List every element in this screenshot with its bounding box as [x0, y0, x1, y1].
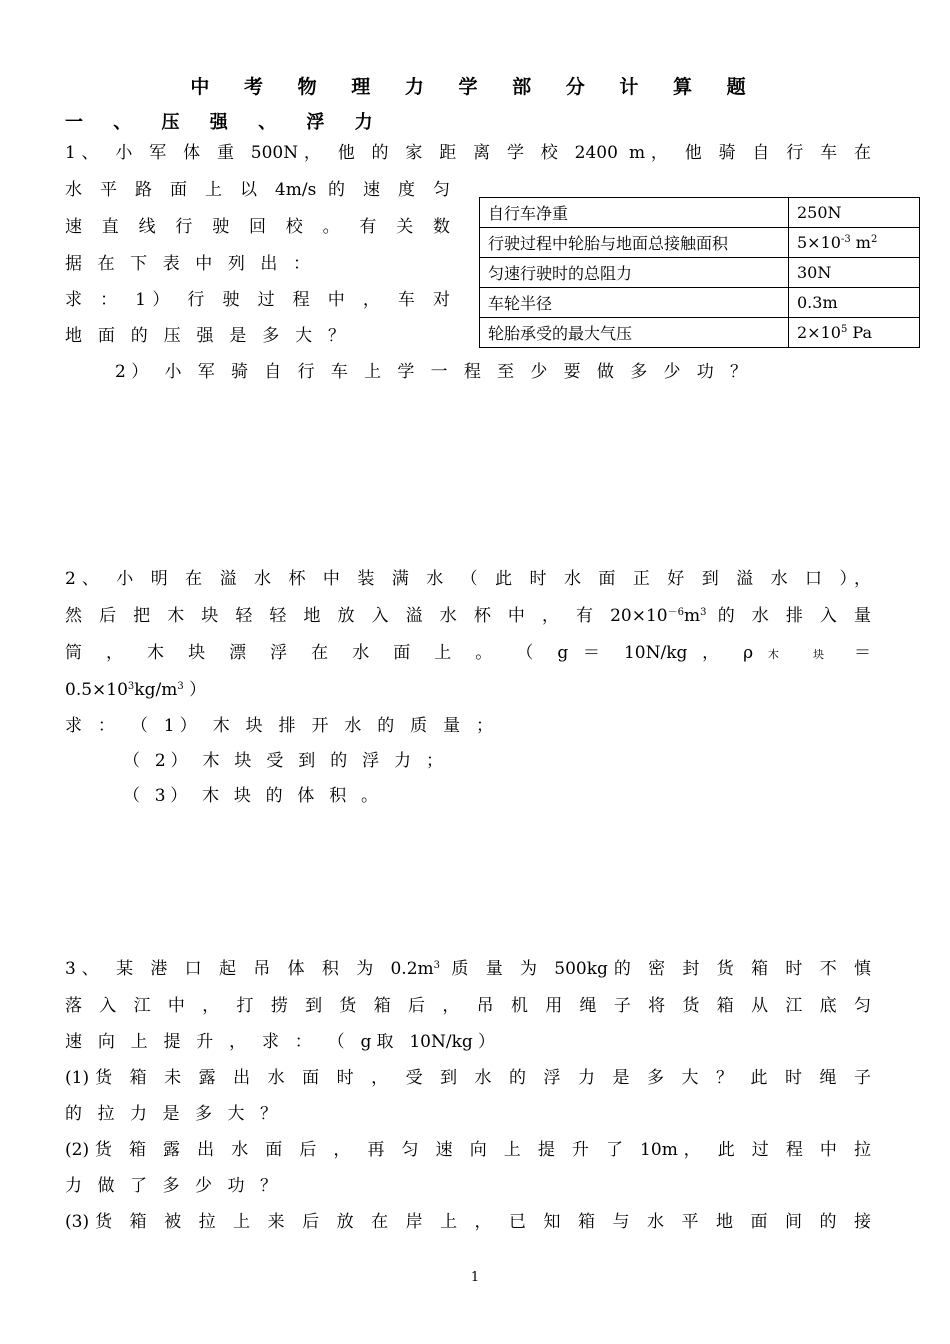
- exponent: 3: [177, 681, 184, 692]
- q2-line-2-text-end: 的 水 排 入 量: [706, 606, 871, 626]
- exponent: 3: [700, 607, 707, 618]
- q1-line-2: 水 平 路 面 上 以 4m/s 的 速 度 匀: [65, 180, 450, 200]
- q1-line-1: 1、 小 军 体 重 500N， 他 的 家 距 离 学 校 2400 m， 他 骑 自 行 车 在: [65, 143, 871, 163]
- q1-line-3: 速 直 线 行 驶 回 校 。 有 关 数: [65, 217, 450, 237]
- q2-line-3: [65, 642, 871, 666]
- density-subscript: 木 块: [767, 648, 840, 661]
- q1-line-4: 据 在 下 表 中 列 出 ：: [65, 254, 310, 274]
- value-unit: Pa: [847, 323, 872, 342]
- value-unit: m: [850, 233, 871, 252]
- q3-line-1-text: 3、 某 港 口 起 吊 体 积 为 0.2m: [65, 959, 434, 979]
- table-row: [480, 228, 920, 258]
- q3-line-7: 力 做 了 多 少 功 ？: [65, 1176, 277, 1196]
- q3-line-8: (3)货 箱 被 拉 上 来 后 放 在 岸 上 ， 已 知 箱 与 水 平 地 面 间 的 接: [65, 1212, 871, 1232]
- q3-line-3: 速 向 上 提 升 ， 求 ： （ g取 10N/kg）: [65, 1032, 495, 1052]
- q2-line-7: （ 3） 木 块 的 体 积 。: [123, 786, 378, 806]
- value-base: 5×10: [797, 233, 841, 252]
- q2-line-6: （ 2） 木 块 受 到 的 浮 力 ；: [123, 751, 443, 771]
- close-paren: ）: [183, 680, 207, 700]
- unit: m: [683, 606, 701, 626]
- q2-line-1: 2、 小 明 在 溢 水 杯 中 装 满 水 （ 此 时 水 面 正 好 到 溢 水 口 ），: [65, 569, 871, 589]
- q1-line-5: 求 ： 1） 行 驶 过 程 中 ， 车 对: [65, 290, 450, 310]
- table-value: [789, 318, 920, 348]
- q1-line-6: 地 面 的 压 强 是 多 大 ？: [65, 326, 345, 346]
- value-exponent: -3: [840, 234, 851, 245]
- exponent: 3: [127, 681, 135, 692]
- q3-line-1-text-end: 质 量 为 500kg的 密 封 货 箱 时 不 慎: [440, 959, 871, 979]
- q2-line-3-text: 筒 ， 木 块 漂 浮 在 水 面 上 。 （ g ＝ 10N/kg ， ρ: [65, 643, 754, 663]
- value-exponent: 5: [840, 324, 848, 335]
- q3-line-4: (1)货 箱 未 露 出 水 面 时 ， 受 到 水 的 浮 力 是 多 大 ？ 此 时 绳 子: [65, 1068, 871, 1088]
- table-value: 30N: [789, 258, 920, 288]
- equals-sign: ＝: [839, 643, 871, 663]
- section-heading: 一 、 压 强 、 浮 力: [65, 112, 385, 133]
- q2-line-2: [65, 605, 871, 627]
- density-value: 0.5×10: [65, 680, 128, 700]
- q3-line-5: 的 拉 力 是 多 大 ？: [65, 1104, 277, 1124]
- table-label: 车轮半径: [480, 288, 789, 318]
- table-label: 轮胎承受的最大气压: [480, 318, 789, 348]
- page-title: 中 考 物 理 力 学 部 分 计 算 题: [190, 76, 760, 98]
- table-row: [480, 288, 920, 318]
- bicycle-data-table: [479, 197, 920, 348]
- q2-line-2-text: 然 后 把 木 块 轻 轻 地 放 入 溢 水 杯 中 ， 有 20×10: [65, 606, 668, 626]
- table-row: [480, 258, 920, 288]
- q1-line-7: 2） 小 军 骑 自 行 车 上 学 一 程 至 少 要 做 多 少 功 ？: [115, 362, 747, 382]
- unit-exponent: 2: [870, 234, 878, 245]
- table-row: [480, 318, 920, 348]
- exponent: 3: [433, 960, 441, 971]
- exponent: －6: [667, 607, 684, 618]
- q2-line-4: [65, 679, 245, 701]
- value-base: 2×10: [797, 323, 841, 342]
- unit: kg/m: [134, 680, 178, 700]
- q2-line-5: 求 ： （ 1） 木 块 排 开 水 的 质 量 ；: [65, 716, 493, 736]
- q3-line-1: [65, 958, 871, 980]
- table-value: 250N: [789, 198, 920, 228]
- table-value: [789, 228, 920, 258]
- table-row: [480, 198, 920, 228]
- table-label: 匀速行驶时的总阻力: [480, 258, 789, 288]
- page-number: 1: [470, 1270, 480, 1285]
- q3-line-6: (2)货 箱 露 出 水 面 后 ， 再 匀 速 向 上 提 升 了 10m， 此 过 程 中 拉: [65, 1140, 871, 1160]
- table-value: 0.3m: [789, 288, 920, 318]
- table-label: 行驶过程中轮胎与地面总接触面积: [480, 228, 789, 258]
- q3-line-2: 落 入 江 中 ， 打 捞 到 货 箱 后 ， 吊 机 用 绳 子 将 货 箱 从 江 底 匀: [65, 996, 871, 1016]
- table-label: 自行车净重: [480, 198, 789, 228]
